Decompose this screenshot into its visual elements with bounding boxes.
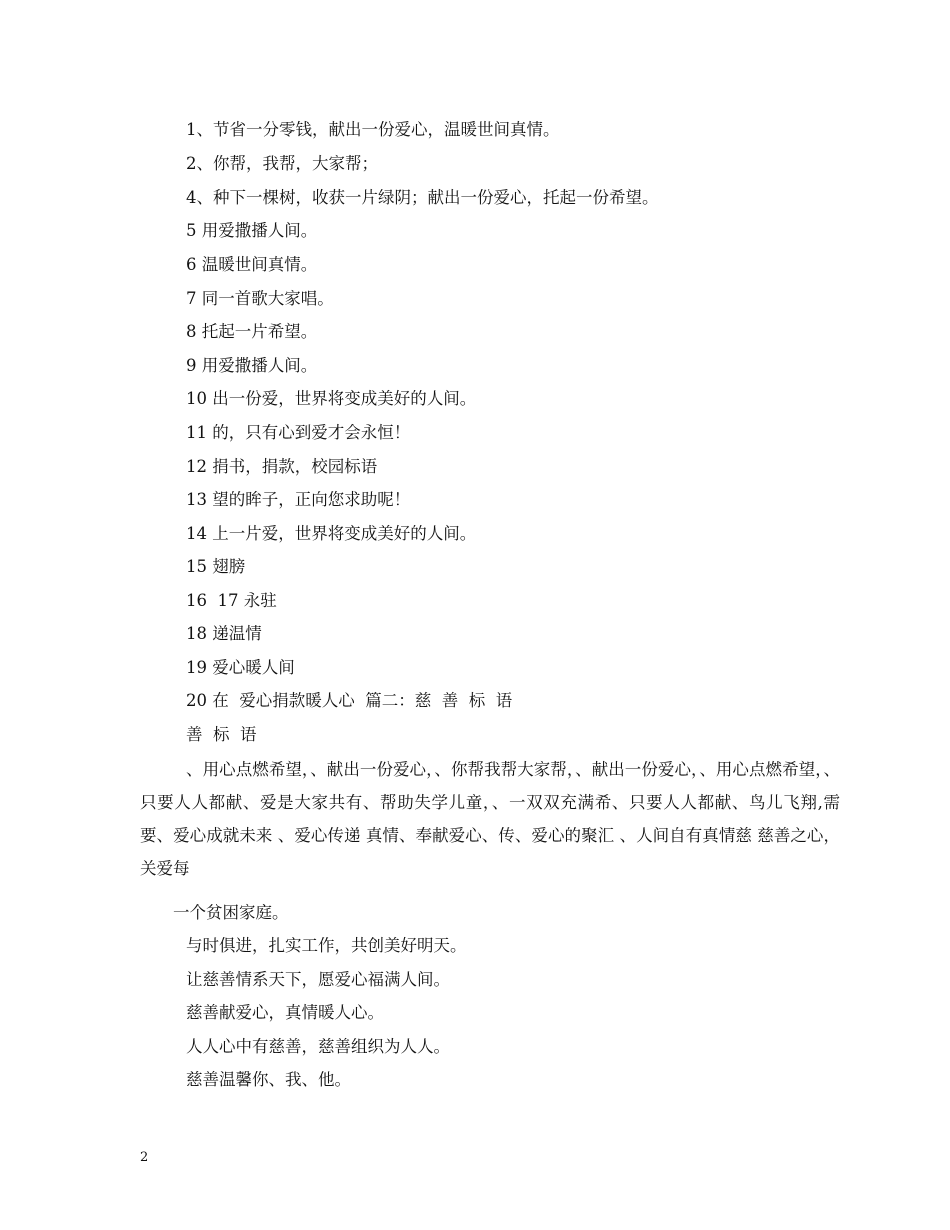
list-item: 5 用爱撒播人间。 — [186, 221, 318, 240]
list-item: 人人心中有慈善，慈善组织为人人。 — [186, 1037, 450, 1056]
list-item: 19 爱心暖人间 — [186, 658, 295, 677]
list-item: 与时俱进，扎实工作，共创美好明天。 — [186, 936, 467, 955]
list-item: 18 递温情 — [186, 624, 262, 643]
list-item: 2、你帮，我帮，大家帮； — [186, 154, 378, 173]
list-item: 1、节省一分零钱，献出一份爱心，温暖世间真情。 — [186, 120, 560, 139]
list-item: 慈善献爱心，真情暖人心。 — [186, 1003, 384, 1022]
paragraph-text: 、用心点燃希望，、献出一份爱心，、你帮我帮大家帮，、献出一份爱心，、用心点燃希望，、只要人人都献、爱是大家共有、帮助失学儿童，、一双双充满希、只要人人都献、鸟儿飞翔,需要、爱心成就未来 、爱心传递 真情、奉献爱心、传、爱心的聚汇 、人间自有真情慈 慈善之心，关爱每 — [140, 760, 840, 878]
list-item: 8 托起一片希望。 — [186, 322, 318, 341]
list-item: 让慈善情系天下，愿爱心福满人间。 — [186, 970, 450, 989]
list-item: 4、种下一棵树，收获一片绿阴；献出一份爱心，托起一份希望。 — [186, 188, 659, 207]
list-item: 慈善温馨你、我、他。 — [186, 1070, 351, 1089]
list-item: 12 捐书，捐款，校园标语 — [186, 457, 378, 476]
list-item: 15 翅膀 — [186, 557, 246, 576]
list-item: 6 温暖世间真情。 — [186, 255, 318, 274]
list-item: 14 上一片爱，世界将变成美好的人间。 — [186, 524, 477, 543]
slogan-paragraph — [140, 753, 840, 885]
list-item: 11 的，只有心到爱才会永恒！ — [186, 423, 411, 442]
page-number: 2 — [140, 1150, 149, 1165]
list-item: 20 在 爱心捐款暖人心 篇二：慈 善 标 语 — [186, 691, 513, 710]
list-item: 9 用爱撒播人间。 — [186, 356, 318, 375]
list-item: 善 标 语 — [186, 725, 257, 744]
list-item: 7 同一首歌大家唱。 — [186, 289, 334, 308]
list-item: 13 望的眸子，正向您求助呢！ — [186, 490, 411, 509]
list-item: 10 出一份爱，世界将变成美好的人间。 — [186, 389, 477, 408]
list-item: 16 17 永驻 — [186, 591, 277, 610]
list-item: 一个贫困家庭。 — [173, 903, 289, 922]
